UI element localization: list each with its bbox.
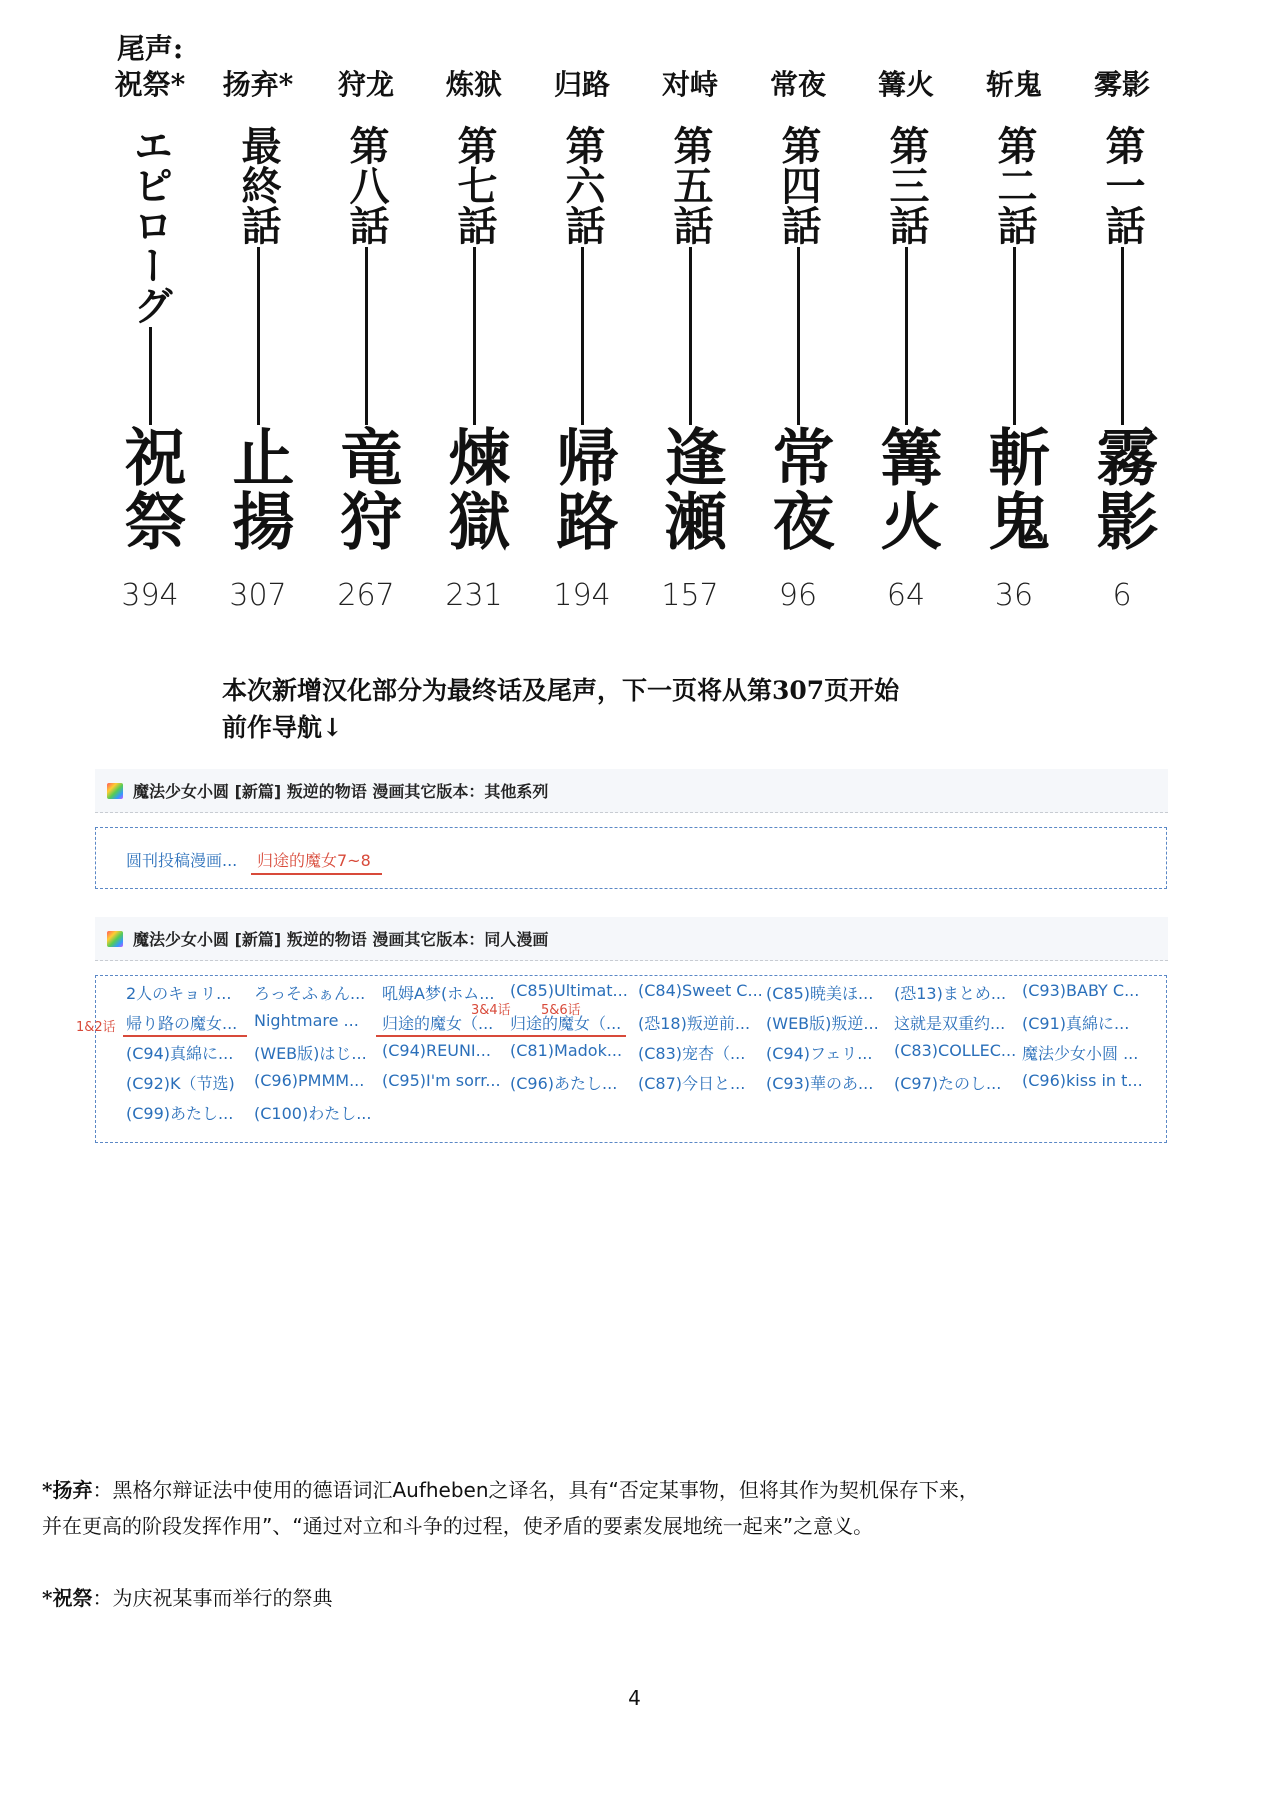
divider-line [149, 327, 152, 425]
chapter-header: 归路 [553, 68, 610, 101]
link-item[interactable]: 这就是双重约... [894, 1014, 1006, 1033]
chapter-column [856, 25, 956, 615]
link-item[interactable]: (C94)REUNI... [382, 1041, 491, 1060]
chapter-page: 96 [778, 578, 818, 613]
translation-note [222, 672, 1122, 746]
chapter-page: 307 [229, 578, 287, 613]
chapter-header: 斩鬼 [985, 68, 1042, 101]
footnote-term: 祝祭 [52, 1586, 93, 1610]
chapter-header: 扬弃* [222, 68, 294, 101]
chapter-column [748, 25, 848, 615]
footnote-aufheben: *扬弃：黑格尔辩证法中使用的德语词汇Aufheben之译名，具有“否定某事物，但将其作为契机保存下来， 并在更高的阶段发挥作用”、“通过对立和斗争的过程，使矛盾的要素发展地统一起来”之意义。 [42, 1472, 1232, 1544]
chapter-label: 第八話 [343, 125, 390, 245]
link-item[interactable]: (C83)COLLEC... [894, 1041, 1017, 1060]
link-item[interactable]: (C85)暁美ほ... [766, 984, 874, 1003]
link-item[interactable]: (C84)Sweet C... [638, 981, 763, 1000]
highlight-underline [123, 1035, 247, 1037]
page-number: 4 [628, 1686, 641, 1710]
chapter-header: 常夜 [769, 68, 826, 101]
panel-title: 魔法少女小圆 [新篇] 叛逆的物语 漫画其它版本：同人漫画 [133, 930, 549, 949]
link-item[interactable]: (恐13)まとめ... [894, 984, 1007, 1003]
link-item[interactable]: (C95)I'm sorr... [382, 1071, 501, 1090]
chapter-column [316, 25, 416, 615]
link-item[interactable]: (C93)BABY C... [1022, 981, 1140, 1000]
footnote-term: 扬弃 [52, 1478, 93, 1502]
panel-title: 魔法少女小圆 [新篇] 叛逆的物语 漫画其它版本：其他系列 [133, 782, 549, 801]
link-item[interactable]: (C83)宠杏（... [638, 1044, 746, 1063]
link-item[interactable]: (WEB版)はじ... [254, 1044, 367, 1063]
app-icon [107, 783, 123, 799]
chapter-header: 篝火 [877, 68, 934, 101]
chapter-column [424, 25, 524, 615]
chapter-label: エピローグ [127, 125, 174, 325]
link-item[interactable]: (C96)PMMM... [254, 1071, 365, 1090]
chapter-column [640, 25, 740, 615]
link-item[interactable]: (C93)華のあ... [766, 1074, 874, 1093]
chapter-header: 对峙 [661, 68, 718, 101]
divider-line [581, 247, 584, 425]
divider-line [689, 247, 692, 425]
divider-line [1013, 247, 1016, 425]
link-item[interactable]: (C92)K（节选) [126, 1074, 235, 1093]
chapter-page: 6 [1112, 578, 1132, 613]
chapter-page: 267 [337, 578, 395, 613]
divider-line [1121, 247, 1124, 425]
chapter-page: 194 [553, 578, 611, 613]
divider-line [257, 247, 260, 425]
chapter-header: 狩龙 [337, 68, 394, 101]
highlight-underline [251, 873, 382, 875]
link-item[interactable]: (C87)今日と... [638, 1074, 746, 1093]
footnote-text: ：为庆祝某事而举行的祭典 [92, 1586, 333, 1610]
note-line-2: 前作导航↓ [222, 713, 343, 742]
chapter-title: 篝火 [870, 425, 943, 553]
chapter-label: 第二話 [991, 125, 1038, 245]
chapter-title: 逢瀬 [654, 425, 727, 553]
divider-line [365, 247, 368, 425]
chapter-table [100, 25, 1180, 615]
chapter-header-text: 祝祭* [114, 68, 186, 101]
link-item[interactable]: (C96)あたし... [510, 1074, 618, 1093]
chapter-label: 第五話 [667, 125, 714, 245]
link-item[interactable]: ろっそふぁん... [254, 984, 366, 1003]
chapter-title: 霧影 [1086, 425, 1159, 553]
divider-line [473, 247, 476, 425]
divider-line [797, 247, 800, 425]
divider-line [905, 247, 908, 425]
link-item[interactable]: (C94)フェリ... [766, 1044, 873, 1063]
link-item[interactable]: 2人のキョリ... [126, 984, 232, 1003]
other-series-panel-header [95, 769, 1168, 813]
link-item[interactable]: Nightmare ... [254, 1011, 359, 1030]
link-item-highlighted[interactable]: 归途的魔女7~8 [257, 851, 371, 870]
chapter-title: 祝祭 [114, 425, 187, 553]
link-item[interactable]: (C99)あたし... [126, 1104, 234, 1123]
chapter-label: 第三話 [883, 125, 930, 245]
link-item[interactable]: (C96)kiss in t... [1022, 1071, 1143, 1090]
chapter-page: 231 [445, 578, 503, 613]
chapter-title: 竜狩 [330, 425, 403, 553]
chapter-column [1072, 25, 1172, 615]
link-item[interactable]: (C100)わたし... [254, 1104, 372, 1123]
chapter-column [208, 25, 308, 615]
link-item[interactable]: (C91)真綿に... [1022, 1014, 1130, 1033]
chapter-title: 帰路 [546, 425, 619, 553]
note-line-1: 本次新增汉化部分为最终话及尾声，下一页将从第307页开始 [222, 676, 900, 705]
chapter-label: 第七話 [451, 125, 498, 245]
chapter-column [100, 25, 200, 615]
episode-note: 1&2话 [76, 1020, 116, 1035]
chapter-header: 炼狱 [445, 68, 502, 101]
footnote-text: 并在更高的阶段发挥作用”、“通过对立和斗争的过程，使矛盾的要素发展地统一起来”之意义。 [42, 1514, 874, 1538]
link-item[interactable]: 吼姆A梦(ホム... [382, 984, 495, 1003]
episode-note: 5&6话 [541, 1003, 581, 1018]
chapter-title: 止揚 [222, 425, 295, 553]
chapter-header-prefix: 尾声: [116, 32, 184, 65]
chapter-header: 雾影 [1093, 68, 1150, 101]
doujin-panel [95, 975, 1167, 1143]
chapter-label: 第六話 [559, 125, 606, 245]
link-item[interactable]: (C81)Madok... [510, 1041, 623, 1060]
link-item[interactable]: 圆刊投稿漫画... [126, 851, 238, 870]
chapter-title: 斬鬼 [978, 425, 1051, 553]
chapter-label: 第一話 [1099, 125, 1146, 245]
chapter-page: 64 [886, 578, 926, 613]
episode-note: 3&4话 [471, 1003, 511, 1018]
link-item[interactable]: (C94)真綿に... [126, 1044, 234, 1063]
footnote-celebration: *祝祭：为庆祝某事而举行的祭典 [42, 1586, 333, 1610]
link-item[interactable]: (C97)たのし... [894, 1074, 1002, 1093]
link-item[interactable]: (WEB版)叛逆... [766, 1014, 879, 1033]
link-item[interactable]: (恐18)叛逆前... [638, 1014, 751, 1033]
highlight-underline [376, 1035, 626, 1037]
chapter-column [964, 25, 1064, 615]
link-item[interactable]: 归途的魔女（... [510, 1014, 622, 1033]
chapter-column [532, 25, 632, 615]
link-item[interactable]: 魔法少女小圆 ... [1022, 1044, 1139, 1063]
chapter-label: 最終話 [235, 125, 282, 245]
chapter-page: 394 [121, 578, 179, 613]
link-item[interactable]: (C85)Ultimat... [510, 981, 628, 1000]
doujin-panel-header [95, 917, 1168, 961]
chapter-title: 煉獄 [438, 425, 511, 553]
chapter-page: 36 [994, 578, 1034, 613]
other-series-panel [95, 827, 1167, 889]
footnote-text: ：黑格尔辩证法中使用的德语词汇Aufheben之译名，具有“否定某事物，但将其作为契机保存下来， [92, 1478, 979, 1502]
link-item[interactable]: 帰り路の魔女... [126, 1014, 238, 1033]
link-item[interactable]: 归途的魔女（... [382, 1014, 494, 1033]
chapter-page: 157 [661, 578, 719, 613]
app-icon [107, 931, 123, 947]
chapter-header [100, 25, 200, 105]
chapter-label: 第四話 [775, 125, 822, 245]
chapter-title: 常夜 [762, 425, 835, 553]
